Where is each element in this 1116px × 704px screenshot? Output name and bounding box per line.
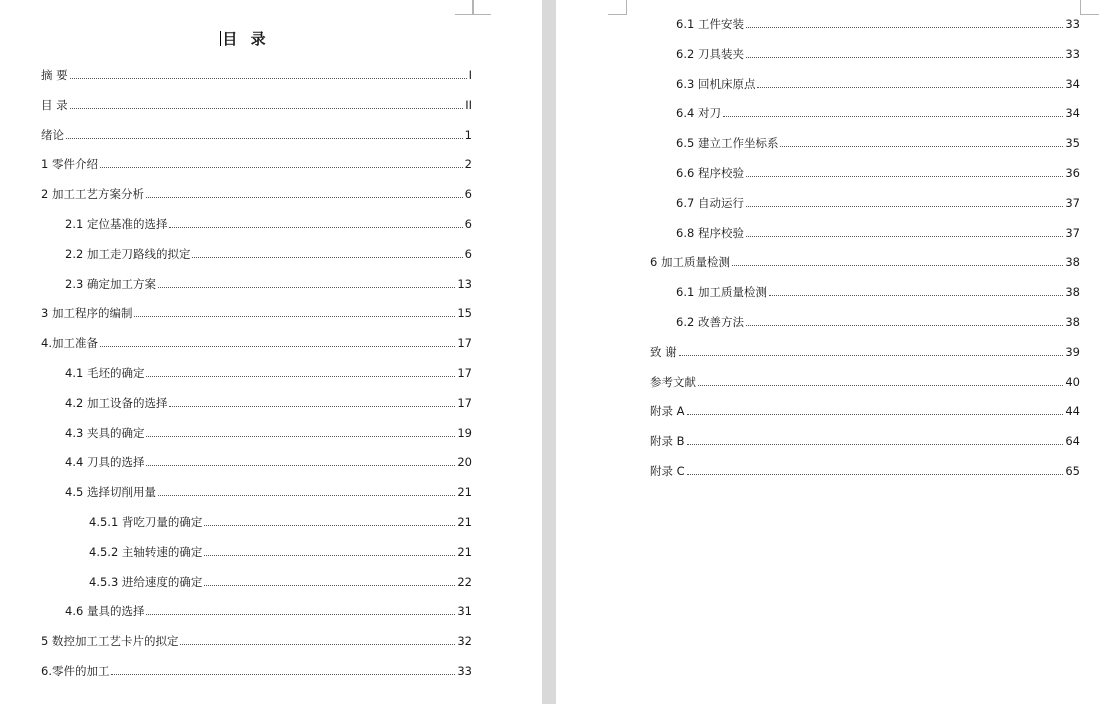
toc-entry[interactable] [65, 603, 472, 619]
toc-entry[interactable] [650, 463, 1080, 479]
toc-entry[interactable] [676, 135, 1080, 151]
toc-entry-page-number: 35 [1065, 136, 1080, 150]
toc-entry[interactable] [41, 97, 472, 113]
toc-entry-page-number: 20 [457, 455, 472, 469]
toc-entry[interactable] [65, 425, 472, 441]
toc-entry-title: 绪论 [41, 128, 64, 142]
toc-entry[interactable] [89, 574, 472, 590]
toc-leader-dots [698, 384, 1063, 386]
toc-leader-dots [746, 175, 1063, 177]
toc-entry-page-number: 6 [464, 247, 472, 261]
toc-entry-title: 4.5.3 进给速度的确定 [89, 575, 203, 589]
toc-leader-dots [687, 473, 1064, 475]
toc-entry[interactable] [65, 454, 472, 470]
toc-entry-page-number: 37 [1065, 226, 1080, 240]
toc-leader-dots [204, 524, 455, 526]
toc-entry-page-number: 2 [464, 157, 472, 171]
toc-entry-page-number: 1 [464, 128, 472, 142]
document-page-right [556, 0, 1116, 704]
toc-entry-page-number: 38 [1065, 255, 1080, 269]
toc-entry[interactable] [650, 344, 1080, 360]
toc-leader-dots [723, 115, 1063, 117]
toc-entry[interactable] [41, 633, 472, 649]
toc-entry[interactable] [89, 544, 472, 560]
page-corner-mark [1080, 0, 1099, 15]
toc-leader-dots [100, 345, 455, 347]
toc-entry-title: 参考文献 [650, 375, 696, 389]
toc-leader-dots [757, 86, 1063, 88]
toc-entry-title: 6.7 自动运行 [676, 196, 744, 210]
toc-entry-page-number: 6 [464, 187, 472, 201]
toc-leader-dots [746, 26, 1063, 28]
toc-entry[interactable] [65, 246, 472, 262]
toc-entry-title: 4.4 刀具的选择 [65, 455, 145, 469]
toc-entry[interactable] [41, 186, 472, 202]
toc-entry-title: 3 加工程序的编制 [41, 306, 133, 320]
toc-entry[interactable] [41, 305, 472, 321]
toc-entry-page-number: 17 [457, 366, 472, 380]
toc-entry-title: 6.8 程序校验 [676, 226, 744, 240]
toc-entry-title: 2.3 确定加工方案 [65, 277, 156, 291]
toc-leader-dots [158, 286, 455, 288]
toc-entry[interactable] [676, 225, 1080, 241]
toc-entry-page-number: 32 [457, 634, 472, 648]
toc-leader-dots [70, 107, 464, 109]
toc-entry[interactable] [89, 514, 472, 530]
toc-leader-dots [169, 226, 462, 228]
toc-entry[interactable] [676, 284, 1080, 300]
toc-entry[interactable] [650, 374, 1080, 390]
toc-leader-dots [746, 324, 1063, 326]
toc-entry-title: 6.5 建立工作坐标系 [676, 136, 779, 150]
toc-entry-page-number: 33 [1065, 17, 1080, 31]
toc-entry-title: 6.2 改善方法 [676, 315, 744, 329]
toc-entry-page-number: 33 [457, 664, 472, 678]
toc-leader-dots [204, 584, 455, 586]
toc-leader-dots [146, 375, 455, 377]
toc-entry-page-number: 15 [457, 306, 472, 320]
document-page-left [0, 0, 542, 704]
toc-entry-title: 1 零件介绍 [41, 157, 98, 171]
toc-entry-page-number: 34 [1065, 106, 1080, 120]
toc-entry-page-number: 33 [1065, 47, 1080, 61]
toc-leader-dots [146, 196, 463, 198]
toc-entry-title: 附录 C [650, 464, 685, 478]
toc-entry-page-number: 13 [457, 277, 472, 291]
toc-entry[interactable] [676, 314, 1080, 330]
toc-entry-title: 4.1 毛坯的确定 [65, 366, 145, 380]
toc-entry-title: 4.3 夹具的确定 [65, 426, 145, 440]
toc-leader-dots [204, 554, 455, 556]
toc-entry-title: 6.4 对刀 [676, 106, 721, 120]
toc-entry[interactable] [676, 165, 1080, 181]
toc-leader-dots [746, 205, 1063, 207]
toc-entry-page-number: 65 [1065, 464, 1080, 478]
toc-entry[interactable] [41, 156, 472, 172]
toc-leader-dots [158, 494, 455, 496]
toc-entry-page-number: 36 [1065, 166, 1080, 180]
page-gutter [542, 0, 556, 704]
toc-entry-title: 6.6 程序校验 [676, 166, 744, 180]
toc-entry-page-number: 64 [1065, 434, 1080, 448]
toc-entry-page-number: II [465, 98, 472, 112]
toc-leader-dots [169, 405, 455, 407]
toc-entry-title: 2 加工工艺方案分析 [41, 187, 144, 201]
toc-leader-dots [192, 256, 462, 258]
toc-leader-dots [746, 235, 1063, 237]
toc-leader-dots [687, 413, 1064, 415]
toc-entry-title: 附录 A [650, 404, 685, 418]
toc-leader-dots [111, 673, 455, 675]
toc-entry[interactable] [65, 216, 472, 232]
toc-entry[interactable] [41, 127, 472, 143]
page-corner-mark [472, 0, 491, 15]
toc-entry[interactable] [676, 46, 1080, 62]
toc-leader-dots [146, 464, 455, 466]
toc-entry[interactable] [650, 403, 1080, 419]
toc-leader-dots [769, 294, 1063, 296]
toc-entry-title: 6.2 刀具装夹 [676, 47, 744, 61]
toc-leader-dots [687, 443, 1064, 445]
toc-leader-dots [679, 354, 1064, 356]
toc-entry[interactable] [676, 105, 1080, 121]
toc-entry[interactable] [676, 16, 1080, 32]
toc-leader-dots [180, 643, 455, 645]
toc-entry[interactable] [41, 335, 472, 351]
toc-entry-page-number: 40 [1065, 375, 1080, 389]
toc-entry-page-number: 38 [1065, 285, 1080, 299]
toc-entry-title: 4.加工准备 [41, 336, 98, 350]
toc-entry[interactable] [676, 195, 1080, 211]
toc-entry-title: 4.2 加工设备的选择 [65, 396, 168, 410]
toc-leader-dots [780, 145, 1063, 147]
toc-entry-title: 摘 要 [41, 68, 68, 82]
toc-entry-page-number: 37 [1065, 196, 1080, 210]
toc-entry-title: 目 录 [41, 98, 68, 112]
toc-entry-page-number: 19 [457, 426, 472, 440]
toc-leader-dots [146, 613, 455, 615]
toc-entry[interactable] [65, 484, 472, 500]
toc-entry-page-number: 34 [1065, 77, 1080, 91]
toc-leader-dots [66, 137, 463, 139]
toc-entry-page-number: 21 [457, 485, 472, 499]
toc-entry-title: 6.3 回机床原点 [676, 77, 756, 91]
toc-entry-page-number: 6 [464, 217, 472, 231]
toc-leader-dots [146, 435, 455, 437]
toc-entry-title: 4.5 选择切削用量 [65, 485, 156, 499]
toc-entry[interactable] [41, 67, 472, 83]
toc-entry-title: 2.1 定位基准的选择 [65, 217, 168, 231]
toc-entry-page-number: 31 [457, 604, 472, 618]
toc-entry-title: 5 数控加工工艺卡片的拟定 [41, 634, 179, 648]
toc-entry-title: 6.1 工件安装 [676, 17, 744, 31]
toc-entry[interactable] [65, 276, 472, 292]
toc-entry-page-number: 39 [1065, 345, 1080, 359]
toc-entry-page-number: 44 [1065, 404, 1080, 418]
toc-title [0, 28, 490, 49]
toc-leader-dots [70, 77, 467, 79]
toc-entry-page-number: 17 [457, 336, 472, 350]
toc-entry-title: 附录 B [650, 434, 685, 448]
toc-leader-dots [134, 315, 455, 317]
toc-leader-dots [732, 264, 1063, 266]
toc-entry[interactable] [41, 663, 472, 679]
page-corner-mark [608, 0, 627, 15]
toc-entry-title: 6 加工质量检测 [650, 255, 730, 269]
toc-entry-title: 4.5.1 背吃刀量的确定 [89, 515, 203, 529]
toc-entry-page-number: I [468, 68, 472, 82]
toc-title-text: 目 录 [222, 30, 270, 48]
toc-entry-title: 6.零件的加工 [41, 664, 110, 678]
toc-entry-page-number: 22 [457, 575, 472, 589]
toc-entry[interactable] [676, 76, 1080, 92]
toc-leader-dots [100, 166, 463, 168]
toc-entry-page-number: 21 [457, 545, 472, 559]
toc-entry-page-number: 21 [457, 515, 472, 529]
toc-entry-title: 6.1 加工质量检测 [676, 285, 767, 299]
toc-entry-page-number: 38 [1065, 315, 1080, 329]
toc-entry-title: 致 谢 [650, 345, 677, 359]
toc-entry[interactable] [650, 433, 1080, 449]
toc-entry-title: 4.6 量具的选择 [65, 604, 145, 618]
toc-entry[interactable] [65, 395, 472, 411]
toc-entry[interactable] [650, 254, 1080, 270]
toc-entry-page-number: 17 [457, 396, 472, 410]
toc-entry-title: 4.5.2 主轴转速的确定 [89, 545, 203, 559]
toc-entry[interactable] [65, 365, 472, 381]
toc-entry-title: 2.2 加工走刀路线的拟定 [65, 247, 191, 261]
toc-leader-dots [746, 56, 1063, 58]
